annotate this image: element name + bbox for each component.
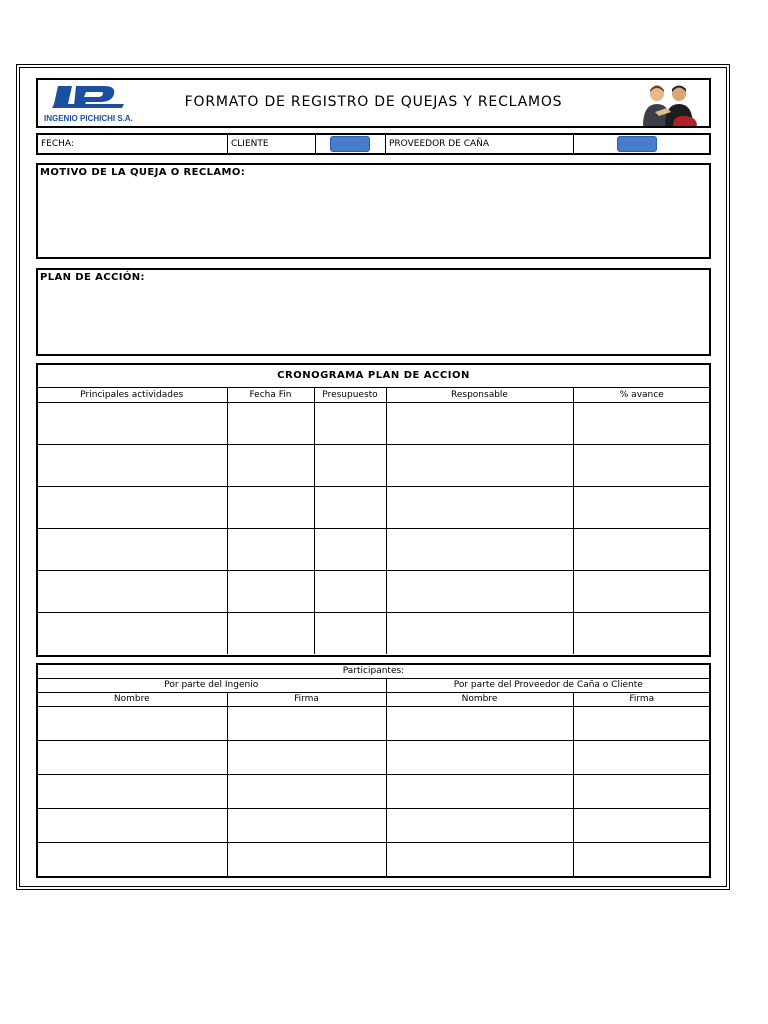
info-row — [36, 133, 711, 155]
participante-cell[interactable] — [386, 842, 573, 876]
cronograma-cell[interactable] — [386, 486, 573, 528]
cronograma-cell[interactable] — [314, 612, 386, 654]
cliente-checkbox-cell — [316, 135, 386, 153]
cronograma-row — [37, 528, 710, 570]
participantes-title: Participantes: — [37, 664, 710, 678]
cliente-select-button[interactable] — [330, 136, 370, 152]
participante-cell[interactable] — [37, 740, 227, 774]
participante-row — [37, 706, 710, 740]
participante-row — [37, 842, 710, 876]
cronograma-cell[interactable] — [37, 528, 227, 570]
participante-cell[interactable] — [227, 706, 386, 740]
cronograma-table — [37, 364, 710, 654]
participante-row — [37, 740, 710, 774]
participante-row — [37, 774, 710, 808]
cronograma-cell[interactable] — [227, 612, 314, 654]
cronograma-cell[interactable] — [227, 402, 314, 444]
cronograma-row — [37, 444, 710, 486]
cronograma-section — [36, 363, 711, 657]
cronograma-cell[interactable] — [386, 528, 573, 570]
cronograma-cell[interactable] — [37, 402, 227, 444]
cronograma-cell[interactable] — [227, 444, 314, 486]
participante-cell[interactable] — [573, 774, 710, 808]
cronograma-row — [37, 612, 710, 654]
participante-cell[interactable] — [37, 706, 227, 740]
fecha-field[interactable] — [38, 135, 228, 153]
cronograma-cell[interactable] — [573, 402, 710, 444]
cronograma-cell[interactable] — [314, 444, 386, 486]
cronograma-cell[interactable] — [227, 486, 314, 528]
cronograma-cell[interactable] — [386, 444, 573, 486]
cronograma-rows — [37, 402, 710, 654]
participante-cell[interactable] — [573, 740, 710, 774]
plan-label: PLAN DE ACCIÓN: — [40, 272, 145, 283]
ingenio-firma-header: Firma — [227, 692, 386, 706]
col-presupuesto: Presupuesto — [314, 387, 386, 402]
cronograma-cell[interactable] — [37, 570, 227, 612]
cronograma-title: CRONOGRAMA PLAN DE ACCION — [37, 364, 710, 387]
participante-cell[interactable] — [37, 774, 227, 808]
participante-cell[interactable] — [37, 808, 227, 842]
proveedor-select-button[interactable] — [617, 136, 657, 152]
proveedor-header: Por parte del Proveedor de Caña o Cliente — [386, 678, 710, 692]
cliente-label: CLIENTE — [231, 139, 269, 149]
participante-cell[interactable] — [386, 808, 573, 842]
cronograma-row — [37, 570, 710, 612]
proveedor-field — [386, 135, 574, 153]
cronograma-cell[interactable] — [386, 570, 573, 612]
col-actividades: Principales actividades — [37, 387, 227, 402]
col-avance: % avance — [573, 387, 710, 402]
participante-cell[interactable] — [386, 740, 573, 774]
cronograma-cell[interactable] — [386, 612, 573, 654]
participante-cell[interactable] — [573, 842, 710, 876]
cronograma-cell[interactable] — [37, 444, 227, 486]
col-fecha-fin: Fecha Fin — [227, 387, 314, 402]
participantes-table — [37, 664, 710, 876]
participante-cell[interactable] — [386, 774, 573, 808]
proveedor-nombre-header: Nombre — [386, 692, 573, 706]
cronograma-cell[interactable] — [573, 444, 710, 486]
proveedor-firma-header: Firma — [573, 692, 710, 706]
cronograma-cell[interactable] — [573, 612, 710, 654]
participante-cell[interactable] — [227, 842, 386, 876]
participante-cell[interactable] — [37, 842, 227, 876]
fecha-label: FECHA: — [41, 139, 74, 149]
cronograma-cell[interactable] — [314, 528, 386, 570]
plan-section[interactable] — [36, 268, 711, 356]
logo-text: INGENIO PICHICHI S.A. — [44, 114, 133, 123]
participante-row — [37, 808, 710, 842]
cronograma-cell[interactable] — [386, 402, 573, 444]
cronograma-cell[interactable] — [573, 570, 710, 612]
form-header — [36, 78, 711, 128]
meeting-people-icon — [637, 82, 701, 126]
cronograma-cell[interactable] — [573, 486, 710, 528]
cliente-field — [228, 135, 316, 153]
participante-cell[interactable] — [227, 774, 386, 808]
motivo-section[interactable] — [36, 163, 711, 259]
participante-cell[interactable] — [386, 706, 573, 740]
participante-cell[interactable] — [227, 808, 386, 842]
proveedor-checkbox-cell — [574, 135, 709, 153]
cronograma-row — [37, 402, 710, 444]
cronograma-cell[interactable] — [573, 528, 710, 570]
cronograma-cell[interactable] — [314, 486, 386, 528]
proveedor-label: PROVEEDOR DE CAÑA — [389, 139, 490, 149]
col-responsable: Responsable — [386, 387, 573, 402]
cronograma-cell[interactable] — [37, 612, 227, 654]
participante-cell[interactable] — [573, 808, 710, 842]
cronograma-cell[interactable] — [314, 402, 386, 444]
cronograma-cell[interactable] — [227, 570, 314, 612]
ingenio-nombre-header: Nombre — [37, 692, 227, 706]
participante-cell[interactable] — [573, 706, 710, 740]
ingenio-header: Por parte del Ingenio — [37, 678, 386, 692]
cronograma-cell[interactable] — [227, 528, 314, 570]
cronograma-row — [37, 486, 710, 528]
cronograma-cell[interactable] — [314, 570, 386, 612]
participante-cell[interactable] — [227, 740, 386, 774]
participantes-rows — [37, 706, 710, 876]
form-title: FORMATO DE REGISTRO DE QUEJAS Y RECLAMOS — [184, 94, 563, 110]
cronograma-header-row — [37, 387, 710, 402]
motivo-label: MOTIVO DE LA QUEJA O RECLAMO: — [40, 167, 246, 178]
participantes-section — [36, 663, 711, 878]
cronograma-cell[interactable] — [37, 486, 227, 528]
